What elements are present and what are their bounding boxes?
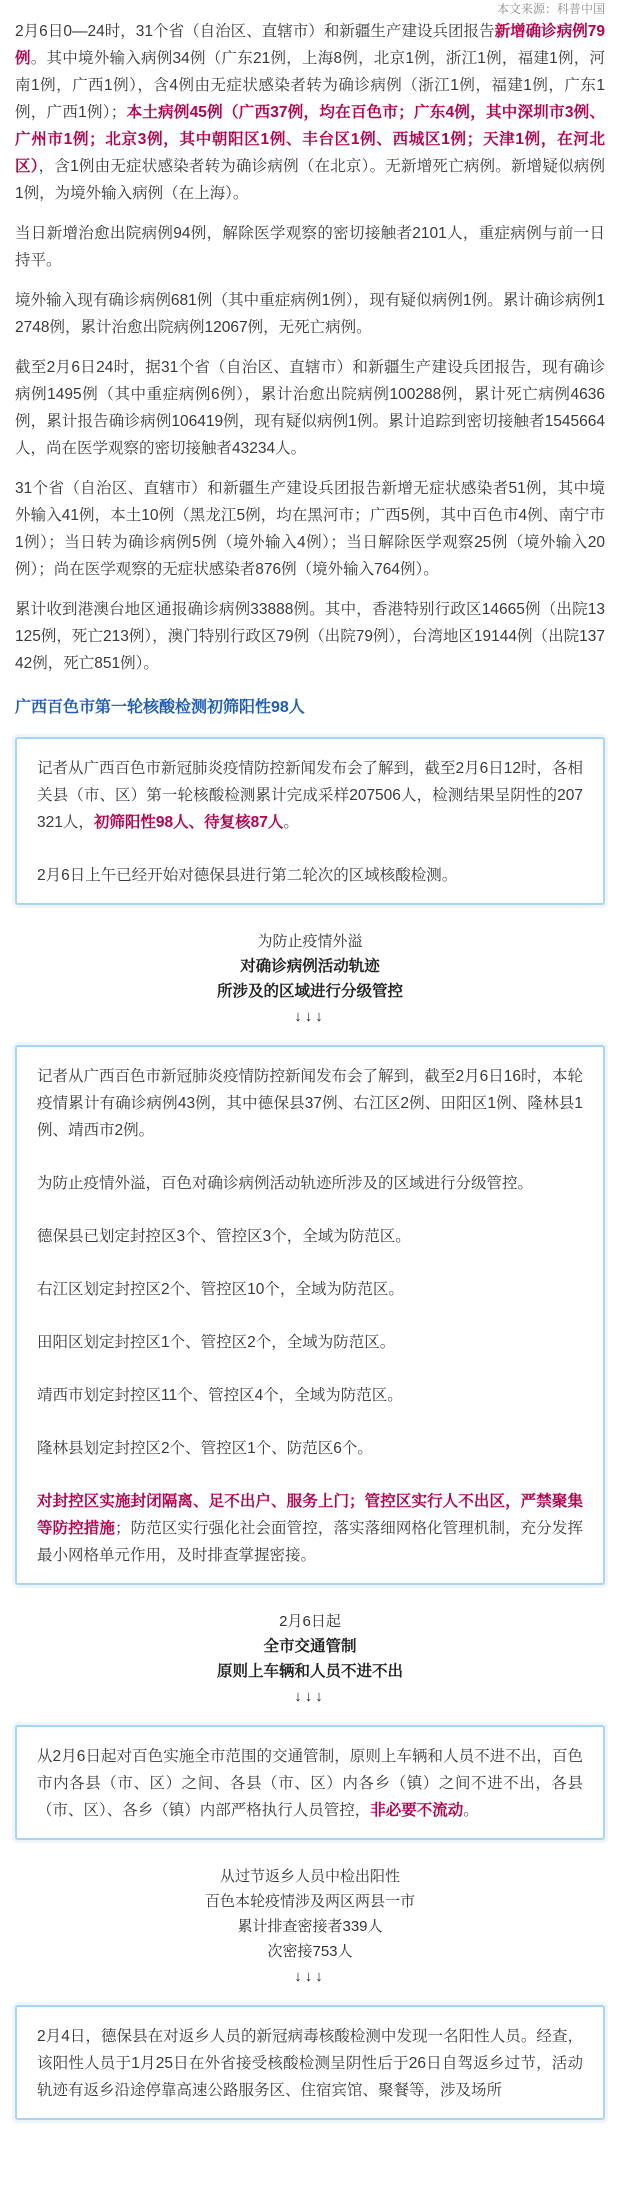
national-summary-paragraph: 2月6日0—24时，31个省（自治区、直辖市）和新疆生产建设兵团报告新增确诊病例79例。其中境外输入病例34例（广东21例，上海8例，北京1例，浙江1例，福建1例，河南1例，广西1例），含4例由无症状感染者转为确诊病例（浙江1例，福建1例，广东1例，广西1例）；本土病例45例（广西37例，均在百色市；广东4例，其中深圳市3例、广州市1例；北京3例，其中朝阳区1例、丰台区1例、西城区1例；天津1例，在河北区），含1例由无症状感染者转为确诊病例（在北京）。无新增死亡病例。新增疑似病例1例，为境外输入病例（在上海）。 <box>15 23 605 202</box>
traffic-control-heading: 2月6日起 全市交通管制 原则上车辆和人员不进不出 ↓↓↓ <box>15 1609 605 1709</box>
nucleic-test-box <box>15 737 605 905</box>
asymptomatic-paragraph: 31个省（自治区、直辖市）和新疆生产建设兵团报告新增无症状感染者51例，其中境外输入41例，本土10例（黑龙江5例，均在黑河市；广西5例，其中百色市4例、南宁市1例）；当日转为确诊病例5例（境外输入4例）；当日解除医学观察25例（境外输入20例）；尚在医学观察的无症状感染者876例（境外输入764例）。 <box>15 480 605 578</box>
baise-section-title: 广西百色市第一轮核酸检测初筛阳性98人 <box>15 699 305 716</box>
traffic-control-box: 从2月6日起对百色实施全市范围的交通管制，原则上车辆和人员不进不出，百色市内各县（市、区）之间、各县（市、区）内各乡（镇）之间不进不出，各县（市、区）、各乡（镇）内部严格执行人员管控，非必要不流动。 <box>15 1725 605 1840</box>
graded-control-heading: 为防止疫情外溢 对确诊病例活动轨迹 所涉及的区域进行分级管控 ↓↓↓ <box>15 929 605 1029</box>
local-cases-highlight: 本土病例45例（广西37例，均在百色市；广东4例，其中深圳市3例、广州市1例；北京3例，其中朝阳区1例、丰台区1例、西城区1例；天津1例，在河北区） <box>15 104 605 175</box>
cumulative-paragraph: 截至2月6日24时，据31个省（自治区、直辖市）和新疆生产建设兵团报告，现有确诊病例1495例（其中重症病例6例），累计治愈出院病例100288例，累计死亡病例4636例，累计报告确诊病例106419例，现有疑似病例1例。累计追踪到密切接触者1545664人，尚在医学观察的密切接触者43234人。 <box>15 359 605 457</box>
second-round-paragraph: 2月6日上午已经开始对德保县进行第二轮次的区域核酸检测。 <box>37 867 458 884</box>
down-arrows-icon: ↓↓↓ <box>294 1968 326 1985</box>
graded-control-box: 记者从广西百色市新冠肺炎疫情防控新闻发布会了解到，截至2月6日16时，本轮疫情累计有确诊病例43例，其中德保县37例、右江区2例、田阳区1例、隆林县1例、靖西市2例。 为防止疫情外溢，百色对确诊病例活动轨迹所涉及的区域进行分级管控。 德保县已划定封控区3个、管控区3个，全域为防范区。 右江区划定封控区2个、管控区10个，全域为防范区。 田阳区划定封控区1个、管控区2个，全域为防范区。 靖西市划定封控区11个、管控区4个，全域为防范区。 隆林县划定封控区2个、管控区1个、防范区6个。 对封控区实施封闭隔离、足不出户、服务上门；管控区实行人不出区，严禁聚集等防控措施；防范区实行强化社会面管控，落实落细网格化管理机制，充分发挥最小网格单元作用，及时排查掌握密接。 <box>15 1045 605 1585</box>
hk-macao-taiwan-paragraph: 累计收到港澳台地区通报确诊病例33888例。其中，香港特别行政区14665例（出院13125例，死亡213例），澳门特别行政区79例（出院79例），台湾地区19144例（出院13742例，死亡851例）。 <box>15 601 605 672</box>
control-measures-highlight: 对封控区实施封闭隔离、足不出户、服务上门；管控区实行人不出区，严禁聚集等防控措施 <box>37 1493 583 1537</box>
no-movement-highlight: 非必要不流动 <box>370 1802 464 1819</box>
imported-cases-paragraph: 境外输入现有确诊病例681例（其中重症病例1例），现有疑似病例1例。累计确诊病例12748例，累计治愈出院病例12067例，无死亡病例。 <box>15 292 605 336</box>
source-credit: 本文来源：科普中国 <box>496 2 605 16</box>
positive-case-heading: 从过节返乡人员中检出阳性 百色本轮疫情涉及两区两县一市 累计排查密接者339人 次密接753人 ↓↓↓ <box>15 1864 605 1989</box>
new-cases-highlight: 新增确诊病例79例 <box>15 23 605 67</box>
positive-count-highlight: 初筛阳性98人、待复核87人 <box>93 814 284 831</box>
down-arrows-icon: ↓↓↓ <box>294 1688 326 1705</box>
nucleic-test-paragraph: 记者从广西百色市新冠肺炎疫情防控新闻发布会了解到，截至2月6日12时，各相关县（市、区）第一轮核酸检测累计完成采样207506人，检测结果呈阴性的207321人，初筛阳性98人、待复核87人。 <box>37 760 583 831</box>
recovery-paragraph: 当日新增治愈出院病例94例，解除医学观察的密切接触者2101人，重症病例与前一日持平。 <box>15 225 605 269</box>
down-arrows-icon: ↓↓↓ <box>294 1008 326 1025</box>
returnee-case-box: 2月4日，德保县在对返乡人员的新冠病毒核酸检测中发现一名阳性人员。经查，该阳性人员于1月25日在外省接受核酸检测呈阴性后于26日自驾返乡过节，活动轨迹有返乡沿途停靠高速公路服务区、住宿宾馆、聚餐等，涉及场所 <box>15 2005 605 2120</box>
